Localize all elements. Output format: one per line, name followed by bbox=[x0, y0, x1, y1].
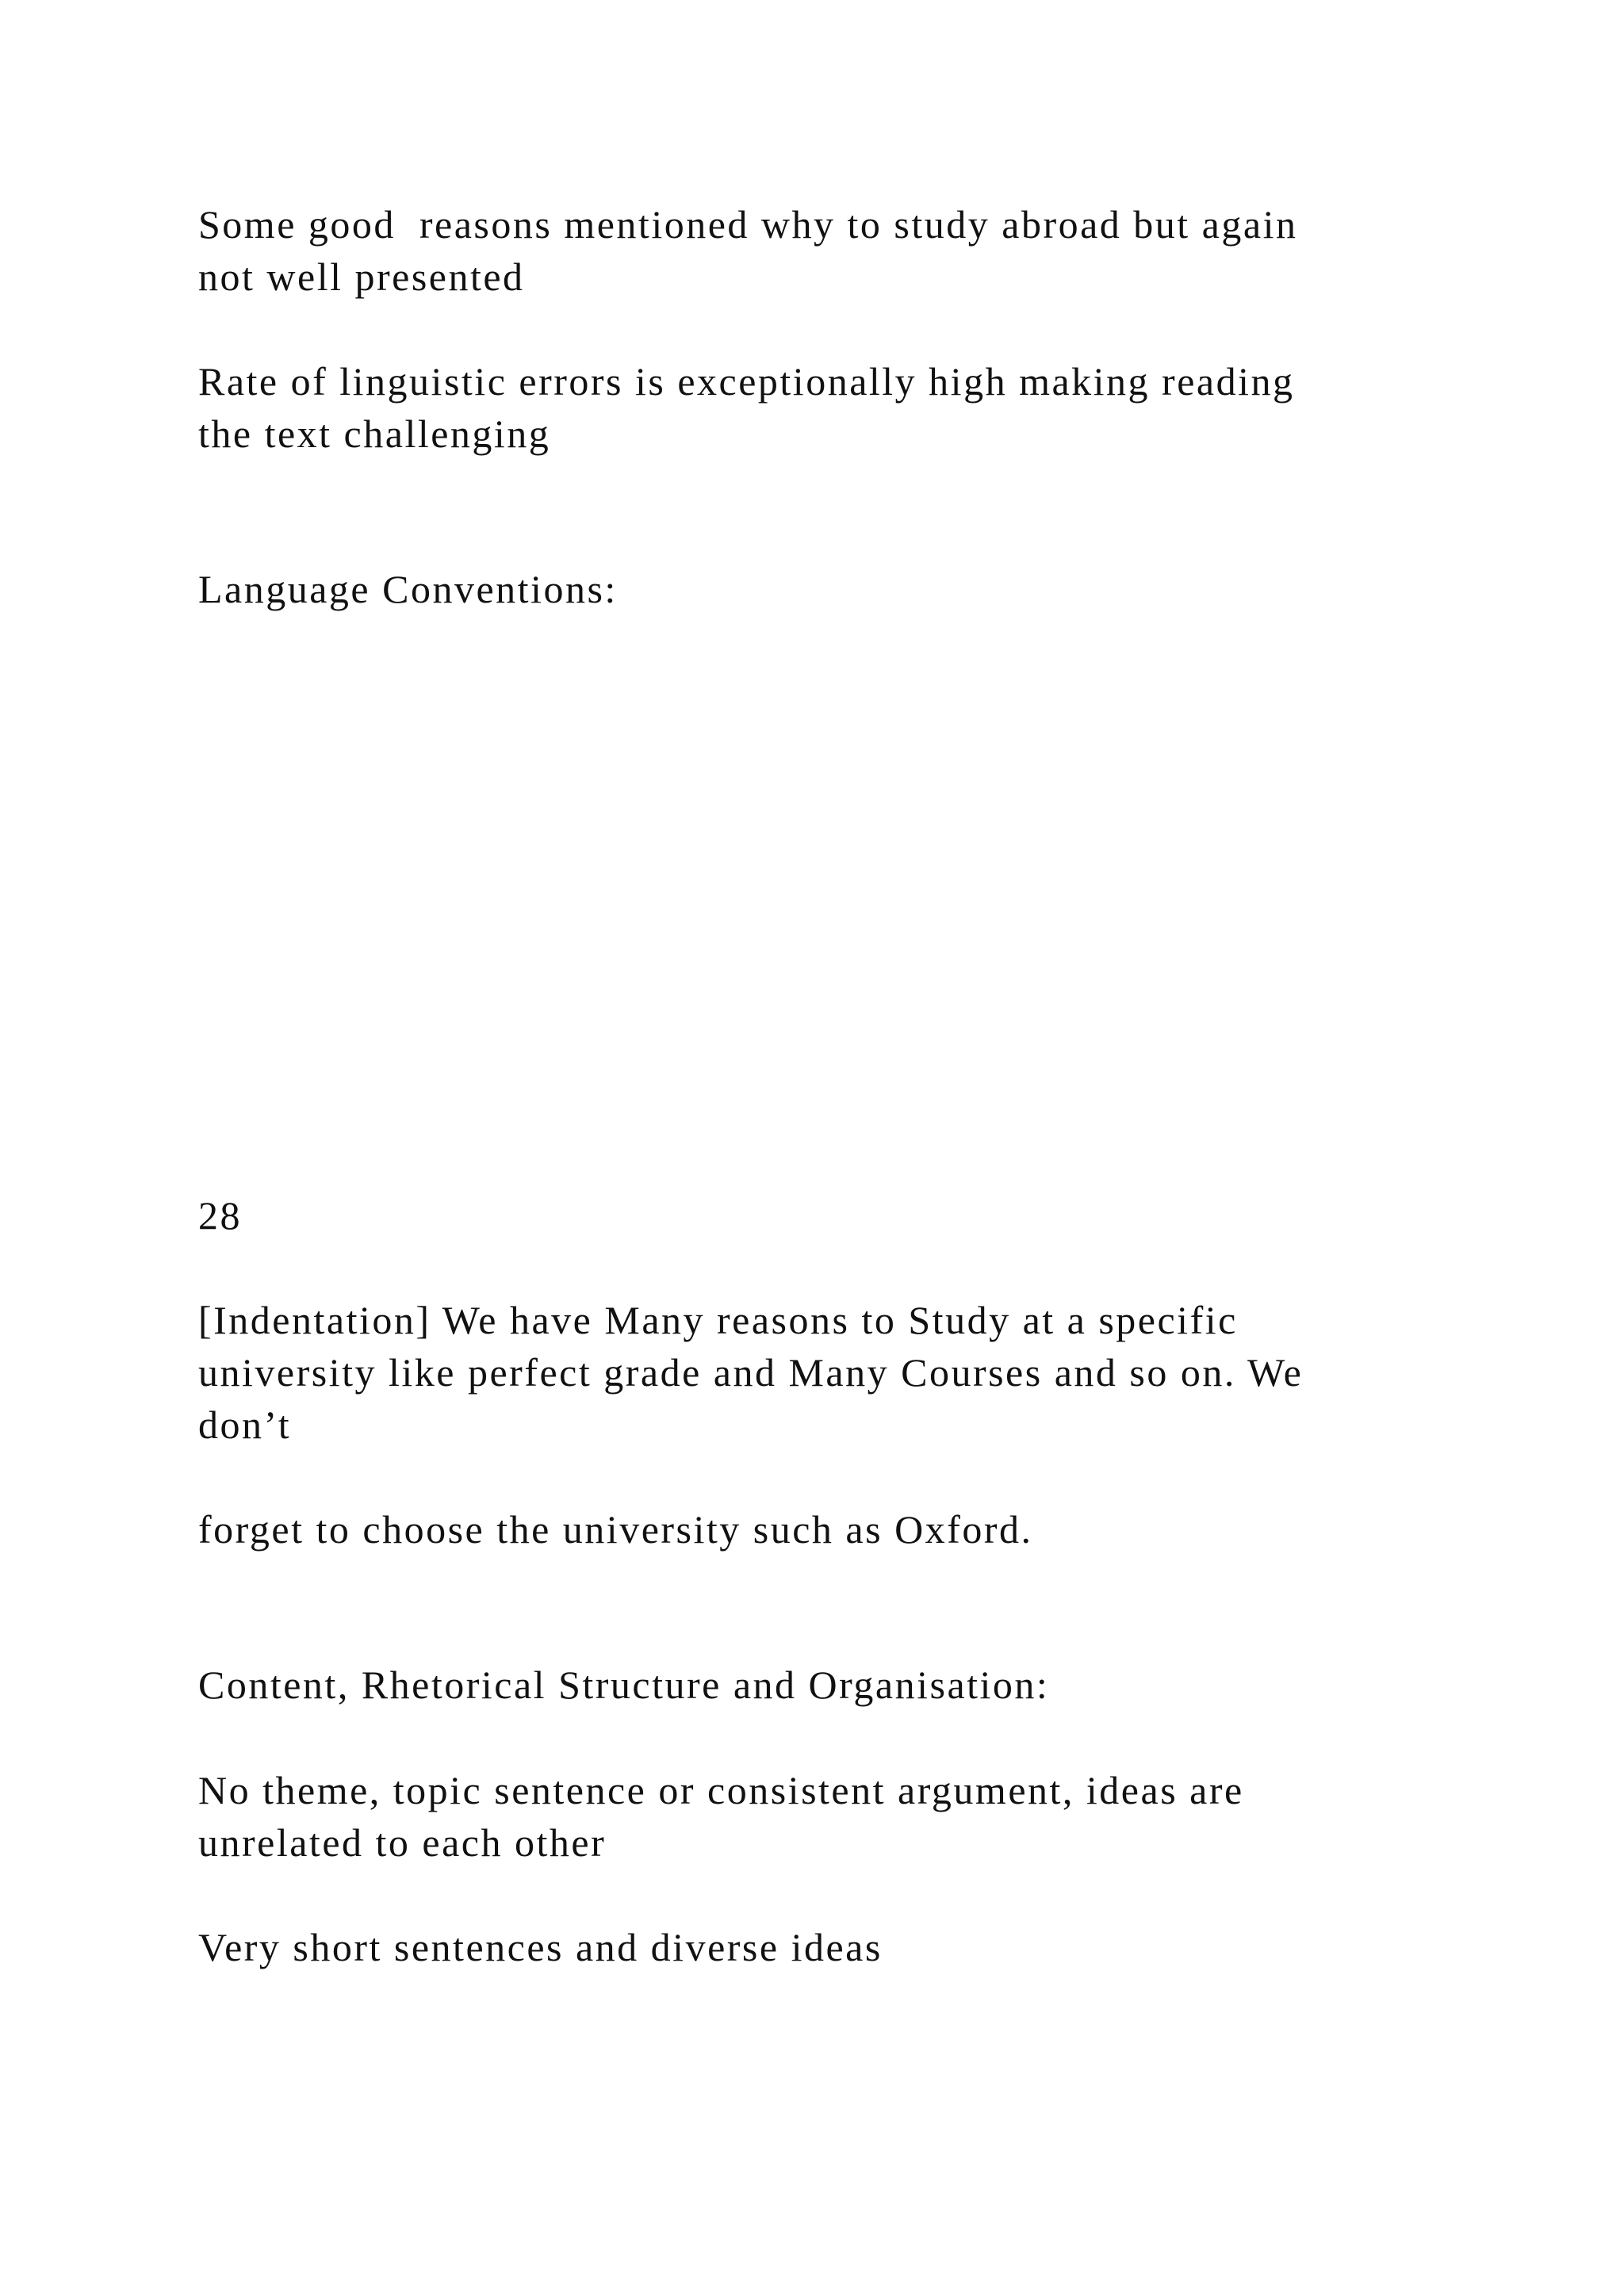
paragraph-errors-line-1: Rate of linguistic errors is exceptionally high making reading bbox=[198, 359, 1295, 404]
paragraph-theme-line-2: unrelated to each other bbox=[198, 1820, 607, 1865]
heading-language-conventions: Language Conventions: bbox=[198, 567, 618, 611]
paragraph-sample-line-2: university like perfect grade and Many Courses and so on. We bbox=[198, 1350, 1304, 1395]
page-number: 28 bbox=[198, 1193, 242, 1238]
paragraph-reasons-line-2: not well presented bbox=[198, 254, 525, 299]
paragraph-sample-line-3: don’t bbox=[198, 1402, 292, 1447]
paragraph-sample-line-1: [Indentation] We have Many reasons to Study at a specific bbox=[198, 1298, 1238, 1342]
paragraph-errors-line-2: the text challenging bbox=[198, 411, 551, 456]
paragraph-theme-line-1: No theme, topic sentence or consistent argument, ideas are bbox=[198, 1768, 1244, 1812]
paragraph-sample-continued: forget to choose the university such as Oxford. bbox=[198, 1507, 1033, 1552]
paragraph-short-sentences: Very short sentences and diverse ideas bbox=[198, 1925, 883, 1969]
heading-content-structure: Content, Rhetorical Structure and Organisation: bbox=[198, 1663, 1050, 1707]
paragraph-reasons-line-1: Some good reasons mentioned why to study abroad but again bbox=[198, 202, 1298, 247]
